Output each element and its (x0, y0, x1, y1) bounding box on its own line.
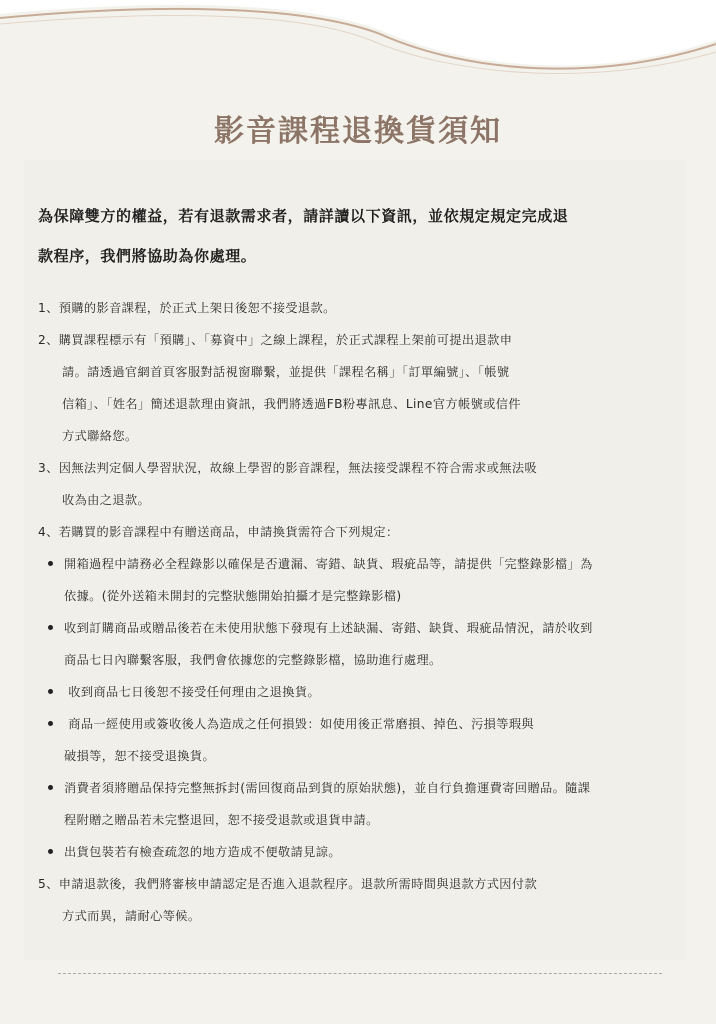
bullet-item-continuation: 依據。(從外送箱未開封的完整狀態開始拍攝才是完整錄影檔) (64, 589, 402, 603)
bullet-item: 商品一經使用或簽收後人為造成之任何損毀：如使用後正常磨損、掉色、污損等瑕與 (38, 708, 688, 740)
bullet-item: 開箱過程中請務必全程錄影以確保是否遺漏、寄錯、缺貨、瑕疵品等，請提供「完整錄影檔」為 (38, 548, 688, 580)
decorative-wave (0, 0, 716, 90)
bullet-dot-icon (48, 785, 53, 790)
intro-line: 款程序，我們將協助為你處理。 (38, 247, 257, 265)
policy-list (38, 292, 688, 932)
policy-item-3-line: 收為由之退款。 (62, 493, 151, 507)
policy-item-2-line: 信箱」、「姓名」簡述退款理由資訊，我們將透過FB粉專訊息、Line官方帳號或信件 (62, 397, 521, 411)
bullet-item: 收到商品七日後恕不接受任何理由之退換貨。 (38, 676, 688, 708)
intro-paragraph (38, 196, 688, 276)
intro-line: 為保障雙方的權益，若有退款需求者，請詳讀以下資訊，並依規定規定完成退 (38, 207, 569, 225)
bullet-item: 消費者須將贈品保持完整無拆封(需回復商品到貨的原始狀態)，並自行負擔運費寄回贈品。隨課 (38, 772, 688, 804)
bullet-dot-icon (48, 561, 53, 566)
bullet-item-continuation: 商品七日內聯繫客服，我們會依據您的完整錄影檔，協助進行處理。 (64, 653, 442, 667)
dashed-divider (58, 973, 662, 974)
page-title: 影音課程退換貨須知 (214, 114, 502, 149)
policy-item-5-line: 5、申請退款後，我們將審核申請認定是否進入退款程序。退款所需時間與退款方式因付款 (38, 877, 538, 891)
policy-item-2-line: 方式聯絡您。 (62, 429, 138, 443)
policy-item-5-line: 方式而異，請耐心等候。 (62, 909, 201, 923)
bullet-item-continuation: 破損等，恕不接受退換貨。 (64, 749, 216, 763)
bullet-item: 出貨包裝若有檢查疏忽的地方造成不便敬請見諒。 (38, 836, 688, 868)
bullet-dot-icon (48, 849, 53, 854)
bullet-dot-icon (48, 689, 53, 694)
bullet-dot-icon (48, 625, 53, 630)
bullet-item: 收到訂購商品或贈品後若在未使用狀態下發現有上述缺漏、寄錯、缺貨、瑕疵品情況，請於收到 (38, 612, 688, 644)
policy-item-1: 1、預購的影音課程，於正式上架日後恕不接受退款。 (38, 301, 336, 315)
policy-item-2-line: 請。請透過官網首頁客服對話視窗聯繫，並提供「課程名稱」「訂單編號」、「帳號 (62, 365, 510, 379)
bullet-dot-icon (48, 721, 53, 726)
policy-item-2-line: 2、購買課程標示有「預購」、「募資中」之線上課程，於正式課程上架前可提出退款申 (38, 333, 513, 347)
policy-item-4: 4、若購買的影音課程中有贈送商品，申請換貨需符合下列規定： (38, 525, 399, 539)
policy-item-3-line: 3、因無法判定個人學習狀況，故線上學習的影音課程，無法接受課程不符合需求或無法吸 (38, 461, 538, 475)
bullet-item-continuation: 程附贈之贈品若未完整退回，恕不接受退款或退貨申請。 (64, 813, 379, 827)
